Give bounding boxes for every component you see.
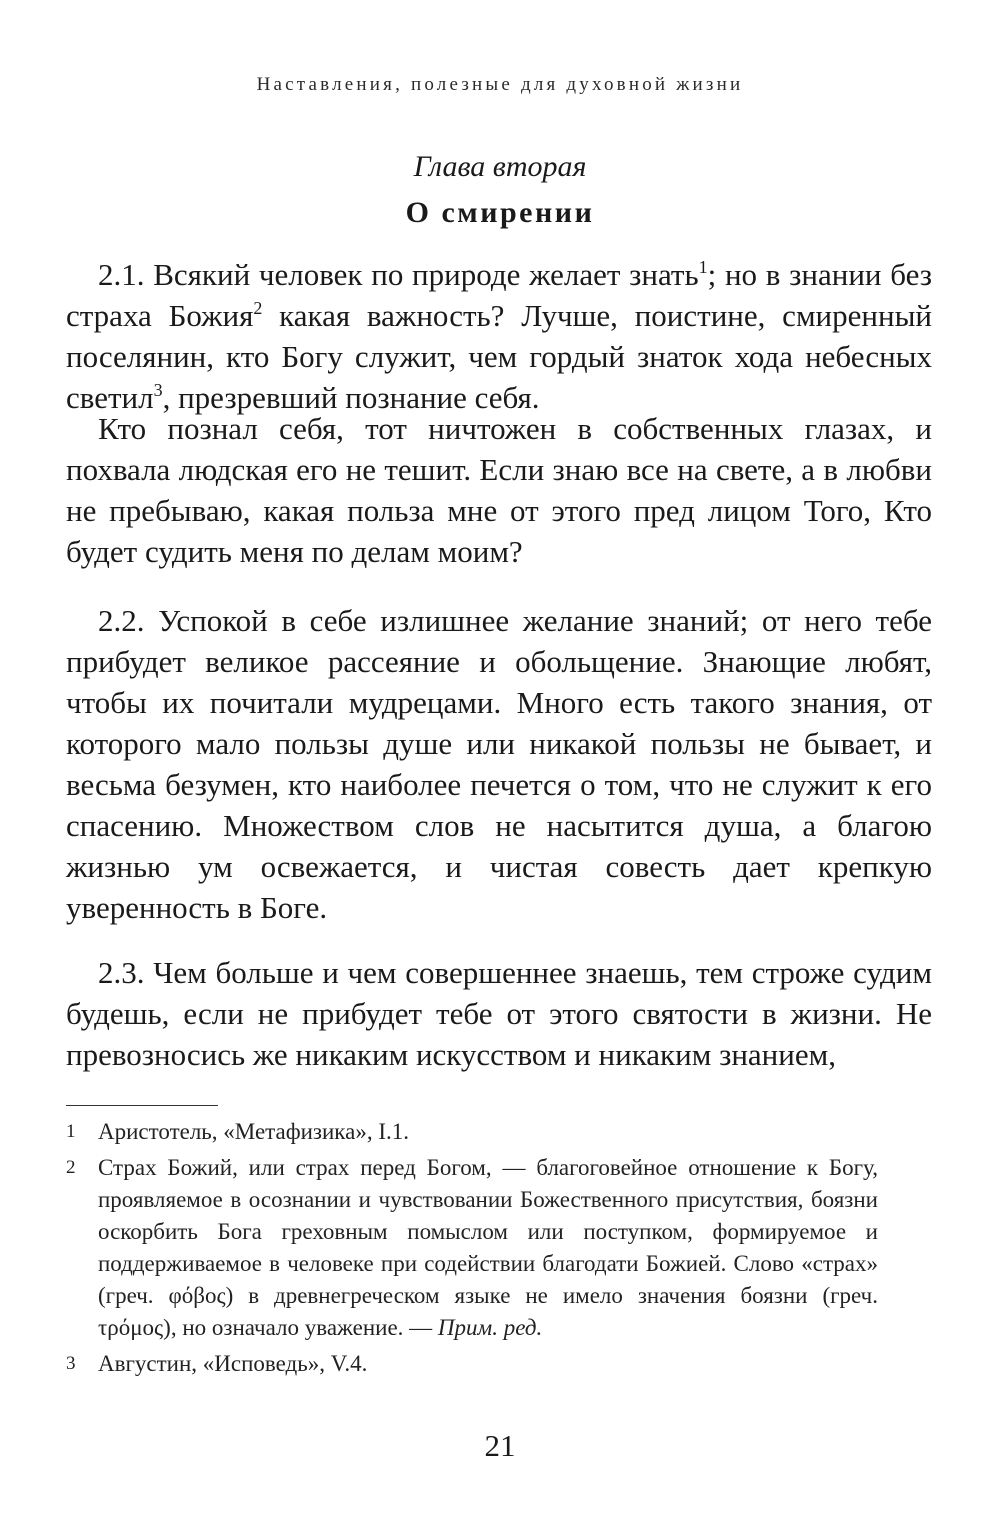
footnote bbox=[66, 1116, 878, 1148]
footnote-text: Аристотель, «Метафизика», I.1. bbox=[98, 1119, 409, 1144]
paragraph-2-1-cont: Кто познал себя, тот ничтожен в собственных глазах, и похвала людская его не тешит. Если знаю все на свете, а в любви не пребываю, какая польза мне от этого пред лицом Того, Кто будет судить меня по делам моим? bbox=[66, 411, 932, 569]
footnote-text: Августин, «Исповедь», V.4. bbox=[98, 1351, 368, 1376]
footnote bbox=[66, 1152, 878, 1344]
footnote-text: Страх Божий, или страх перед Богом, — благоговейное отношение к Богу, проявляемое в осознании и чувствовании Божественного присутствия, боязни оскорбить Бога греховным помыслом или поступком, формируемое и поддерживаемое в человеке при содействии благодати Божией. Слово «страх» (греч. φόβος) в древнегреческом языке не имело значения боязни (греч. τρόμος), но означало уважение. — Прим. ред. bbox=[98, 1155, 878, 1340]
footnote bbox=[66, 1348, 878, 1380]
footnote-number: 3 bbox=[66, 1353, 76, 1374]
editor-note: Прим. ред. bbox=[437, 1315, 543, 1340]
running-head bbox=[0, 74, 1000, 96]
footnote-ref-1: 1 bbox=[698, 257, 708, 277]
footnote-divider bbox=[66, 1105, 218, 1106]
footnote-ref-2: 2 bbox=[253, 298, 263, 318]
paragraph-2-2: 2.2. Успокой в себе излишнее желание знаний; от него тебе прибудет великое рассеяние и обольщение. Знающие любят, чтобы их почитали мудрецами. Много есть такого знания, от которого мало пользы душе или никакой пользы не бывает, и весьма безумен, кто наиболее печется о том, что не служит к его спасению. Множеством слов не насытится душа, а благою жизнью ум освежается, и чистая совесть дает крепкую уверенность в Боге. bbox=[66, 603, 932, 925]
footnote-ref-3: 3 bbox=[153, 380, 163, 400]
footnotes bbox=[66, 1116, 878, 1384]
paragraph-2-1: 2.1. Всякий человек по природе желает знать$^1$; но в знании без страха Божия$^2$ какая важность? Лучше, поистине, смиренный поселянин, кто Богу служит, чем гордый знаток хода небесных светил$^3$, презревший познание себя. bbox=[66, 257, 933, 415]
footnote-number: 2 bbox=[66, 1157, 76, 1178]
running-head-text: Наставления, полезные для духовной жизни bbox=[256, 74, 744, 95]
chapter-label: Глава вторая bbox=[413, 150, 587, 183]
footnote-number: 1 bbox=[66, 1121, 76, 1142]
paragraph-2-3: 2.3. Чем больше и чем совершеннее знаешь, тем строже судим будешь, если не прибудет тебе от этого святости в жизни. Не превозносись же никаким искусством и никаким знанием, bbox=[66, 955, 932, 1072]
page-number: 21 bbox=[484, 1428, 516, 1463]
chapter-title: О смирении bbox=[405, 196, 595, 229]
